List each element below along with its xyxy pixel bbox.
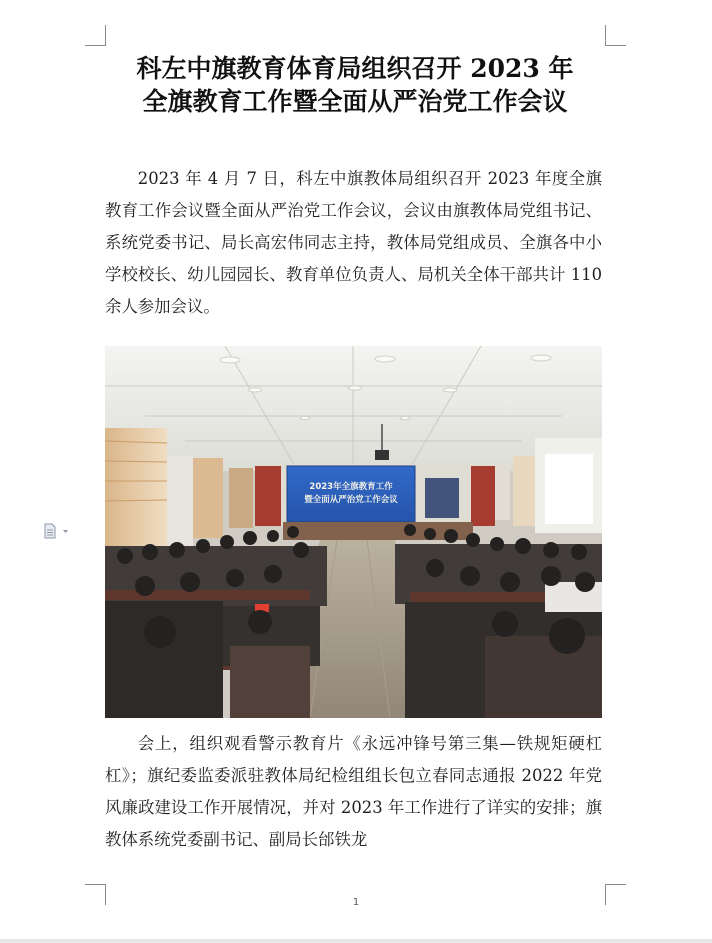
body-paragraph-1: 2023 年 4 月 7 日，科左中旗教体局组织召开 2023 年度全旗教育工作会议暨全面从严治党工作会议，会议由旗教体局党组书记、系统党委书记、局长高宏伟同志主持，教体局党组成员、全旗各中小学校校长、幼儿园园长、教育单位负责人、局机关全体干部共计 110 余人参加会议。 [105,169,602,316]
margin-document-button[interactable] [44,523,70,539]
crop-mark-bottom-left [85,884,106,905]
chevron-down-icon [63,530,68,533]
screen-text-line-2: 暨全面从严治党工作会议 [304,495,398,505]
title-line-2: 全旗教育工作暨全面从严治党工作会议 [142,87,568,116]
crop-mark-top-right [605,25,626,46]
page-bottom-edge [0,939,712,943]
title-line-1: 科左中旗教育体育局组织召开 2023 年 [136,54,574,83]
meeting-photo [105,346,602,718]
body-paragraph-2: 会上，组织观看警示教育片《永远冲锋号第三集—铁规矩硬杠杠》；旗纪委监委派驻教体局纪检组组长包立春同志通报 2022 年党风廉政建设工作开展情况，并对 2023 年工作进行了详实的安排；旗教体系统党委副书记、副局长邰铁龙 [105,734,602,849]
document-icon [45,524,55,538]
screen-text-line-1: 2023年全旗教育工作 [309,482,393,492]
document-title [105,52,605,118]
crop-mark-bottom-right [605,884,626,905]
crop-mark-top-left [85,25,106,46]
page-number: 1 [352,897,360,908]
